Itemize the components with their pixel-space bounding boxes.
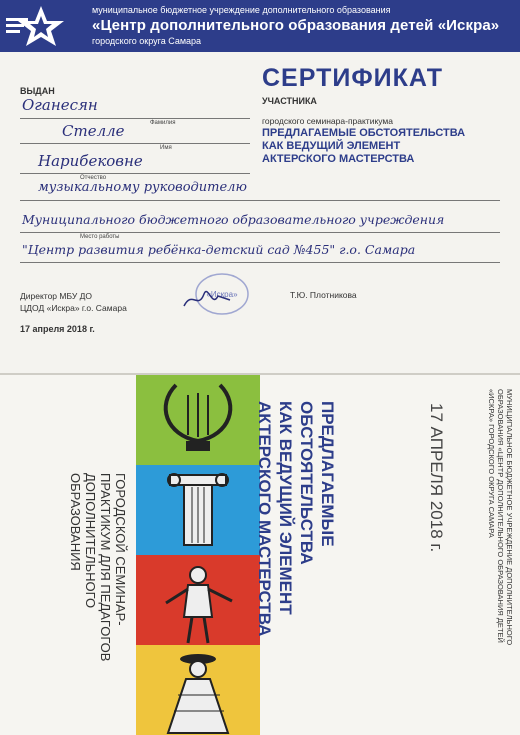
blue-strip [136,465,260,555]
booklet-topic-line: ПРЕДЛАГАЕМЫЕ [318,401,337,547]
booklet-seminar-line: ОБРАЗОВАНИЯ [68,473,83,571]
seminar-topic [262,127,465,166]
position-line [20,200,500,201]
workplace-line-2-underline [20,262,500,263]
booklet-org [487,389,514,645]
star-logo-icon [6,4,76,48]
booklet-org-line: ОБРАЗОВАНИЯ «ЦЕНТР ДОПОЛНИТЕЛЬНОГО ОБРАЗОВАНИЯ ДЕТЕЙ [496,389,505,643]
workplace-line-2: "Центр развития ребёнка-детский сад №455" г.о. Самара [22,242,416,257]
red-strip [136,555,260,645]
surname-line [20,118,250,119]
certificate-title: СЕРТИФИКАТ [262,64,443,92]
booklet-topic-line: КАК ВЕДУЩИЙ ЭЛЕМЕНТ [276,401,295,615]
workplace-label: Место работы [80,234,120,240]
booklet-topic-line: АКТЕРСКОГО МАСТЕРСТВА [255,401,274,637]
yellow-strip [136,645,260,735]
booklet-org-line: «ИСКРА» ГОРОДСКОГО ОКРУГА САМАРА [487,389,496,538]
booklet-seminar-line: ПРАКТИКУМ ДЛЯ ПЕДАГОГОВ [98,473,113,662]
stamp-icon [182,270,252,318]
director-block [20,290,127,314]
certificate-date: 17 апреля 2018 г. [20,324,95,334]
booklet-seminar-line: ДОПОЛНИТЕЛЬНОГО [83,473,98,609]
participant-label: УЧАСТНИКА [262,96,317,106]
booklet-seminar [68,473,128,661]
header-line-3: городского округа Самара [92,36,202,46]
header-line-1: муниципальное бюджетное учреждение дополнительного образования [92,5,391,15]
booklet-topic-line: ОБСТОЯТЕЛЬСТВА [297,401,316,565]
man-figure-icon [136,555,260,645]
green-strip [136,375,260,465]
seminar-label: городского семинара-практикума [262,116,393,126]
lyre-icon [136,375,260,465]
name-value: Стелле [62,122,125,140]
header-band [0,0,520,52]
workplace-line [20,232,500,233]
topic-line: ПРЕДЛАГАЕМЫЕ ОБСТОЯТЕЛЬСТВА [262,127,466,139]
column-icon [136,465,260,555]
patronymic-line [20,173,250,174]
booklet-date: 17 АПРЕЛЯ 2018 г. [427,403,446,553]
surname-value: Оганесян [22,96,98,114]
booklet-topic [254,401,338,636]
director-org: ЦДОД «Искра» г.о. Самара [20,303,127,313]
director-name: Т.Ю. Плотникова [290,290,357,300]
surname-label: Фамилия [150,120,176,126]
patronymic-value: Нарибековне [38,152,143,170]
booklet-seminar-line: ГОРОДСКОЙ СЕМИНАР- [113,473,128,626]
patronymic-label: Отчество [80,175,107,181]
name-line [20,143,250,144]
header-org-name: «Центр дополнительного образования детей «Искра» [92,17,500,34]
position-value: музыкальному руководителю [38,180,247,195]
stamp-text: «Искра» [206,290,238,299]
woman-figure-icon [136,645,260,735]
director-title: Директор МБУ ДО [20,291,92,301]
topic-line: КАК ВЕДУЩИЙ ЭЛЕМЕНТ [262,140,401,152]
booklet-org-line: МУНИЦИПАЛЬНОЕ БЮДЖЕТНОЕ УЧРЕЖДЕНИЕ ДОПОЛНИТЕЛЬНОГО [505,389,514,646]
issued-label: ВЫДАН [20,86,55,96]
topic-line: АКТЕРСКОГО МАСТЕРСТВА [262,153,415,165]
booklet [0,375,520,735]
workplace-line-1: Муниципального бюджетного образовательного учреждения [22,212,445,227]
name-label: Имя [160,145,172,151]
